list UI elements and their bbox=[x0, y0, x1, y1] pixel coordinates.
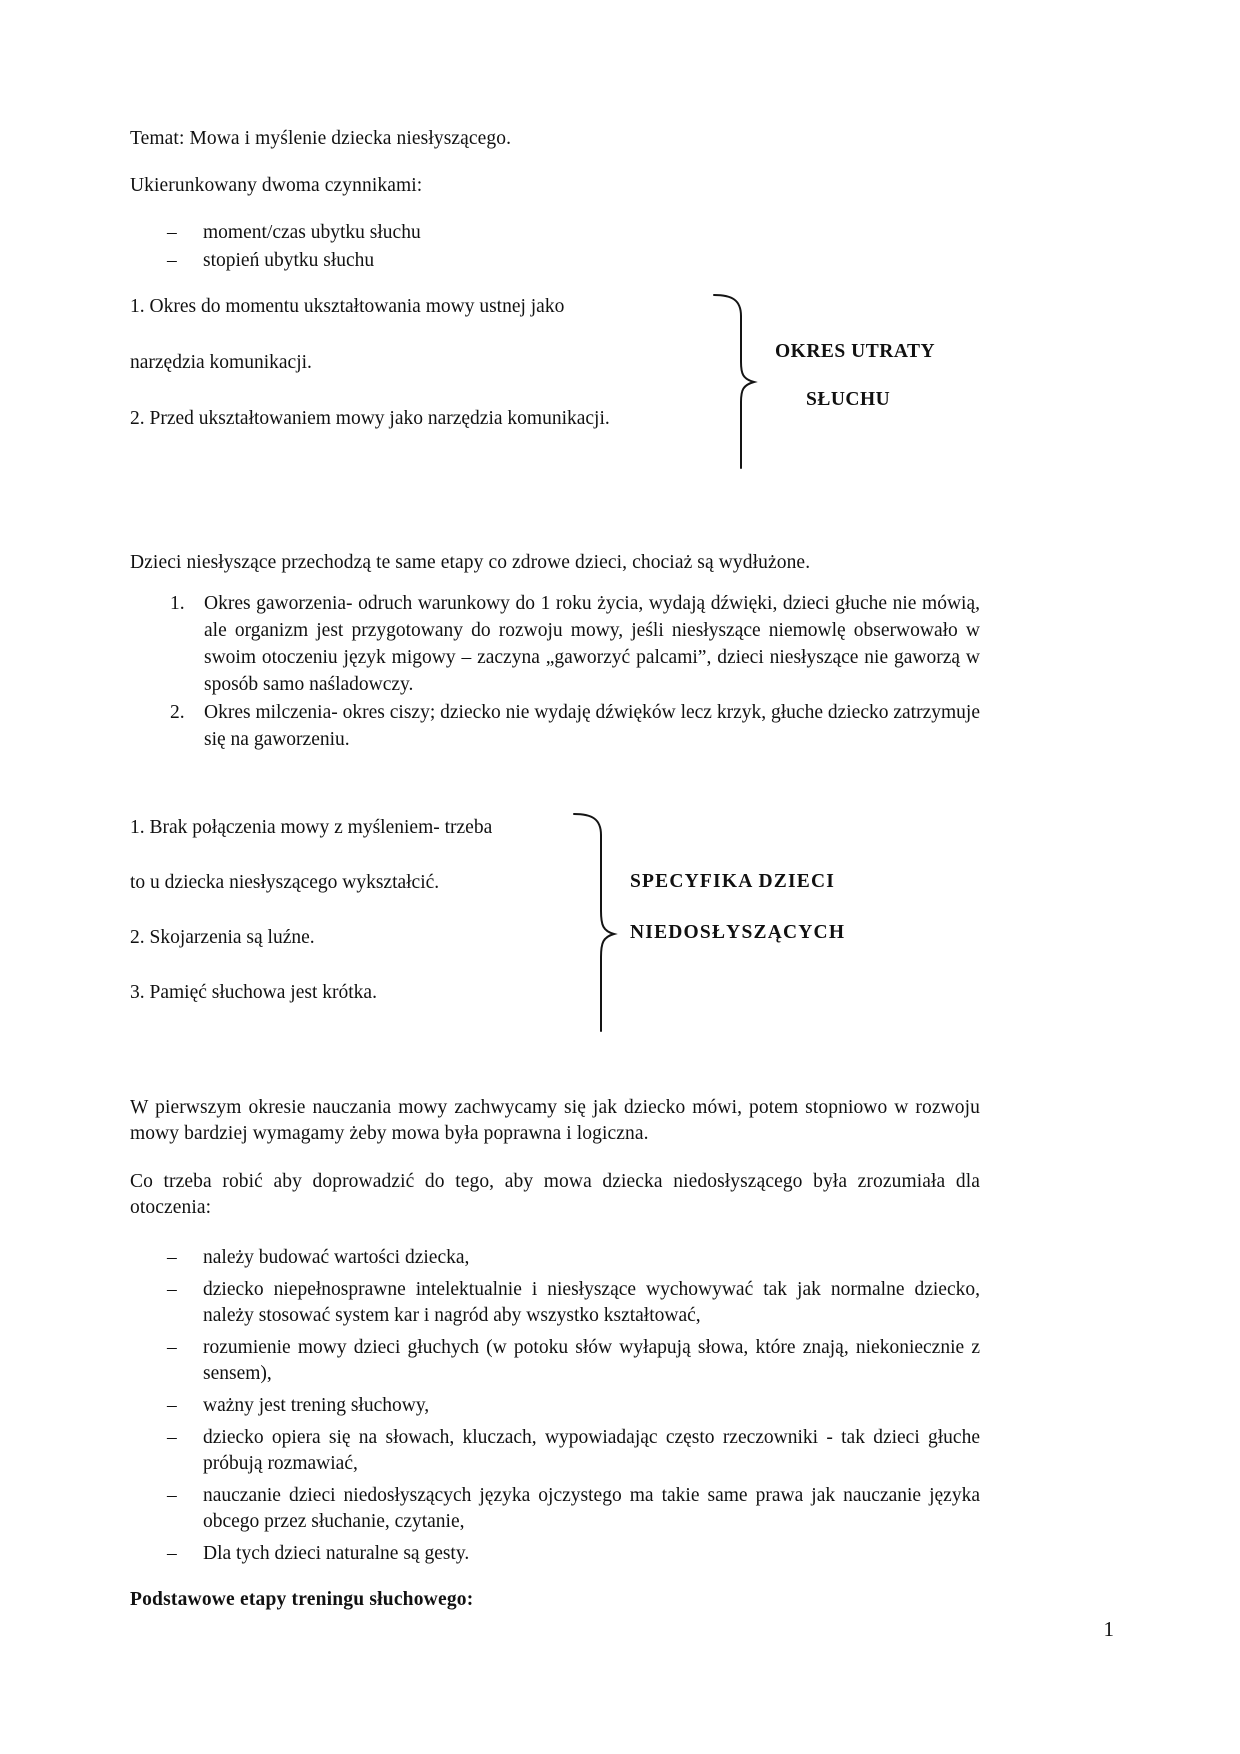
list-item-text: Okres milczenia- okres ciszy; dziecko nie wydaję dźwięków lecz krzyk, głuche dziecko zatrzymuje się na gaworzeniu. bbox=[204, 702, 980, 750]
list-item bbox=[130, 699, 980, 753]
stages-intro-line: Dzieci niesłyszące przechodzą te same etapy co zdrowe dzieci, chociaż są wydłużone. bbox=[130, 552, 811, 573]
list-item: – należy budować wartości dziecka, bbox=[130, 1245, 980, 1271]
list-item: – dziecko niepełnosprawne intelektualnie i niesłyszące wychowywać tak jak normalne dziecko, należy stosować system kar i nagród aby wszystko kształtować, bbox=[130, 1277, 980, 1329]
list-item bbox=[130, 590, 980, 698]
page-number: 1 bbox=[1103, 1617, 1114, 1641]
specifics-brace-block bbox=[130, 815, 980, 1045]
document-body bbox=[130, 126, 980, 1611]
list-item: – dziecko opiera się na słowach, kluczach, wypowiadając często rzeczowniki - tak dzieci głuche próbują rozmawiać, bbox=[130, 1425, 980, 1477]
specifics-brace-label-line-1: SPECYFIKA DZIECI bbox=[630, 871, 836, 892]
list-item-number: 1. bbox=[170, 593, 185, 614]
list-item: – nauczanie dzieci niedosłyszących języka ojczystego ma takie same prawa jak nauczanie języka obcego przez słuchanie, czytanie, bbox=[130, 1483, 980, 1535]
topic-line: Temat: Mowa i myślenie dziecka niesłyszącego. bbox=[130, 128, 512, 149]
list-item: – moment/czas ubytku słuchu bbox=[130, 220, 980, 246]
specific-item-1-line-2: to u dziecka niesłyszącego wykształcić. bbox=[130, 872, 440, 893]
stages-list bbox=[130, 590, 980, 753]
period-item-2: 2. Przed ukształtowaniem mowy jako narzędzia komunikacji. bbox=[130, 408, 610, 429]
list-item: – ważny jest trening słuchowy, bbox=[130, 1393, 980, 1419]
period-item-1-line-1: 1. Okres do momentu ukształtowania mowy ustnej jako bbox=[130, 296, 565, 317]
factors-list bbox=[130, 220, 980, 274]
specific-item-2: 2. Skojarzenia są luźne. bbox=[130, 927, 315, 948]
list-item-number: 2. bbox=[170, 702, 185, 723]
list-item-text: Okres gaworzenia- odruch warunkowy do 1 roku życia, wydają dźwięki, dzieci głuche nie mówią, ale organizm jest przygotowany do rozwoju mowy, jeśli niesłyszące niemowlę obserwowało w swoim otoczeniu język migowy – zaczyna „gaworzyć palcami”, dzieci niesłyszące nie gaworzą w sposób samo naśladowczy. bbox=[204, 593, 980, 695]
periods-brace-label-line-2: SŁUCHU bbox=[806, 389, 891, 410]
list-item: – stopień ubytku słuchu bbox=[130, 248, 980, 274]
periods-brace-block bbox=[130, 294, 980, 484]
list-item: – rozumienie mowy dzieci głuchych (w potoku słów wyłapują słowa, które znają, niekoniecznie z sensem), bbox=[130, 1335, 980, 1387]
specific-item-3: 3. Pamięć słuchowa jest krótka. bbox=[130, 982, 377, 1003]
specifics-brace-label-line-2: NIEDOSŁYSZĄCYCH bbox=[630, 922, 846, 943]
question-paragraph: Co trzeba robić aby doprowadzić do tego, aby mowa dziecka niedosłyszącego była zrozumiała dla otoczenia: bbox=[130, 1171, 980, 1218]
intro-line: Ukierunkowany dwoma czynnikami: bbox=[130, 175, 423, 196]
teaching-paragraph: W pierwszym okresie nauczania mowy zachwycamy się jak dziecko mówi, potem stopniowo w rozwoju mowy bardziej wymagamy żeby mowa była poprawna i logiczna. bbox=[130, 1097, 980, 1144]
period-item-1-line-2: narzędzia komunikacji. bbox=[130, 352, 312, 373]
periods-brace-label-line-1: OKRES UTRATY bbox=[775, 341, 936, 362]
recommendations-list bbox=[130, 1245, 980, 1567]
final-heading: Podstawowe etapy treningu słuchowego: bbox=[130, 1589, 474, 1610]
list-item: – Dla tych dzieci naturalne są gesty. bbox=[130, 1541, 980, 1567]
specific-item-1-line-1: 1. Brak połączenia mowy z myśleniem- trzeba bbox=[130, 817, 493, 838]
